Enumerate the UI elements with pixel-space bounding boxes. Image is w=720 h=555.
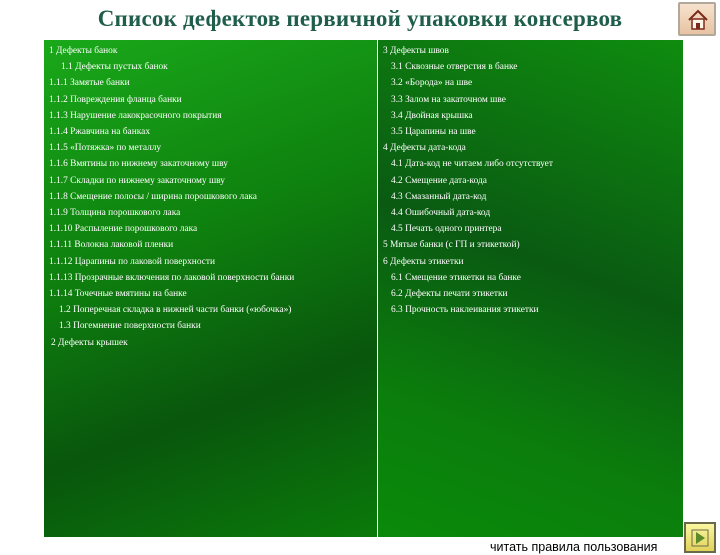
list-item: 1.1.5 «Потяжка» по металлу bbox=[49, 143, 162, 154]
list-item: 6 Дефекты этикетки bbox=[383, 256, 464, 267]
list-item: 3.3 Залом на закаточном шве bbox=[391, 94, 506, 105]
list-item: 1.1.8 Смещение полосы / ширина порошкового лака bbox=[49, 191, 257, 202]
list-item: 1 Дефекты банок bbox=[49, 46, 118, 56]
list-item: 1.3 Погемнение поверхности банки bbox=[59, 321, 201, 332]
list-item: 1.1.12 Царапины по лаковой поверхности bbox=[49, 256, 216, 267]
list-item: 3.4 Двойная крышка bbox=[391, 110, 473, 121]
list-item: 6.1 Смещение этикетки на банке bbox=[391, 272, 521, 283]
list-item: 1.1.13 Прозрачные включения по лаковой поверхности банки bbox=[49, 272, 295, 283]
list-item: 1.1.14 Точечные вмятины на банке bbox=[49, 289, 187, 300]
list-item: 1.1.9 Толщина порошкового лака bbox=[49, 208, 181, 219]
list-item: 1.1.2 Повреждения фланца банки bbox=[49, 94, 182, 105]
list-item: 4.1 Дата-код не читаем либо отсутствует bbox=[391, 159, 553, 170]
list-item: 1.1.10 Распыление порошкового лака bbox=[49, 224, 198, 235]
list-item: 4 Дефекты дата-кода bbox=[383, 143, 466, 154]
list-item: 1.1.11 Волокна лаковой пленки bbox=[49, 240, 174, 251]
list-item: 6.3 Прочность наклеивания этикетки bbox=[391, 305, 539, 316]
list-item: 4.3 Смазанный дата-код bbox=[391, 191, 487, 202]
list-item: 3 Дефекты швов bbox=[383, 46, 449, 56]
list-item: 3.1 Сквозные отверстия в банке bbox=[391, 62, 518, 73]
next-icon bbox=[690, 528, 710, 548]
list-item: 3.5 Царапины на шве bbox=[391, 127, 476, 138]
list-item: 1.1.7 Складки по нижнему закаточному шву bbox=[49, 175, 225, 186]
page-title: Список дефектов первичной упаковки консервов bbox=[97, 6, 623, 31]
list-item: 4.2 Смещение дата-кода bbox=[391, 175, 487, 186]
list-item: 1.1.1 Замятые банки bbox=[49, 78, 130, 89]
list-item: 4.4 Ошибочный дата-код bbox=[391, 208, 491, 219]
left-defects-panel bbox=[44, 40, 377, 537]
list-item: 1.1.6 Вмятины по нижнему закаточному шву bbox=[49, 159, 228, 170]
list-item: 1.2 Поперечная складка в нижней части банки («юбочка») bbox=[59, 305, 292, 316]
list-item: 1.1 Дефекты пустых банок bbox=[61, 62, 168, 73]
list-item: 4.5 Печать одного принтера bbox=[391, 224, 502, 235]
list-item: 5 Мятые банки (с ГП и этикеткой) bbox=[383, 240, 520, 251]
list-item: 2 Дефекты крышек bbox=[51, 337, 128, 348]
usage-rules-link[interactable]: читать правила пользования bbox=[490, 540, 658, 554]
list-item: 6.2 Дефекты печати этикетки bbox=[391, 289, 508, 300]
right-defects-panel bbox=[378, 40, 683, 537]
list-item: 1.1.4 Ржавчина на банках bbox=[49, 127, 151, 138]
list-item: 1.1.3 Нарушение лакокрасочного покрытия bbox=[49, 110, 222, 121]
list-item: 3.2 «Борода» на шве bbox=[391, 78, 473, 89]
next-button[interactable] bbox=[684, 522, 716, 553]
home-button[interactable] bbox=[678, 2, 716, 36]
home-icon bbox=[686, 8, 710, 32]
